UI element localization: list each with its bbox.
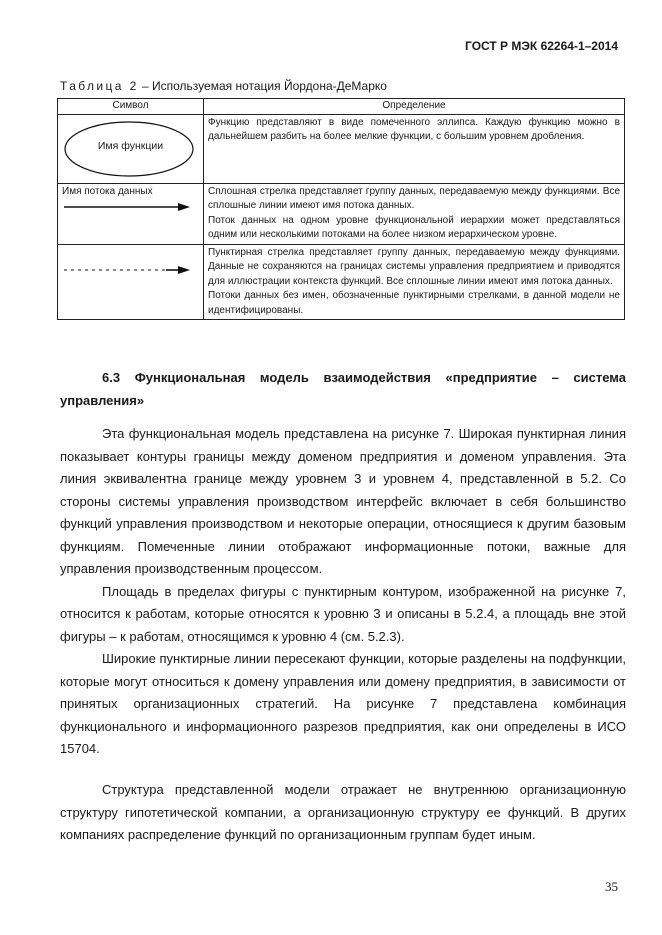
table-row (58, 244, 625, 320)
table-caption-title: – Используемая нотация Йордона-ДеМарко (142, 79, 387, 93)
table-row (58, 114, 625, 183)
column-header-symbol: Символ (58, 99, 204, 115)
paragraph-1: Эта функциональная модель представлена на рисунке 7. Широкая пунктирная линия показывает контуры границы между доменом предприятия и доменом управления. Эта линия эквивалентна границе между уровнем 3 и уровнем 4, представленной в 5.2. Со стороны системы управления производством интерфейс включает в себя большинство функций управления производством и некоторые операции, относящиеся к другим базовым функциям. Помеченные линии отображают информационные потоки, важные для управления производственным процессом. (60, 426, 626, 576)
definition-text: Сплошная стрелка представляет группу данных, передаваемую между функциями. Все сплошные линии имеют имя потока данных. (208, 185, 620, 211)
body-paragraph (60, 423, 626, 761)
page-number: 35 (605, 879, 618, 894)
table-caption-label: Таблица 2 (60, 79, 139, 93)
definition-text: Функцию представляют в виде помеченного эллипса. Каждую функцию можно в дальнейшем разбить на более мелкие функции, с большим уровнем дробления. (208, 116, 620, 142)
notation-table (57, 98, 625, 320)
section-heading (60, 367, 626, 412)
data-flow-label: Имя потока данных (62, 185, 153, 197)
paragraph-2: Площадь в пределах фигуры с пунктирным контуром, изображенной на рисунке 7, относится к работам, которые относятся к уровню 3 и описаны в 5.2.4, а площадь вне этой фигуры – к работам, относящимся к уровню 4 (см. 5.2.3). (60, 583, 626, 644)
table-caption (60, 79, 387, 93)
column-header-definition: Определение (204, 99, 625, 115)
solid-arrow-icon (62, 199, 198, 215)
table-header-row (58, 99, 625, 115)
definition-text: Поток данных на одном уровне функциональной иерархии может представляться одним или несколькими потоками на более низком иерархическом уровне. (208, 214, 620, 240)
definition-cell (204, 114, 625, 183)
ellipse-label: Имя функции (97, 139, 164, 152)
symbol-cell-ellipse (58, 114, 204, 183)
definition-text: Пунктирная стрелка представляет группу данных, передаваемую между функциями. Данные не сохраняются на границах системы управления предприятием и приводятся для иллюстрации контекста функций. Все сплошные линии имеют имя потока данных. (208, 246, 620, 287)
symbol-cell-dashed-arrow (58, 244, 204, 320)
table-row (58, 183, 625, 244)
definition-cell (204, 183, 625, 244)
symbol-cell-solid-arrow (58, 183, 204, 244)
definition-cell (204, 244, 625, 320)
section-title: Функциональная модель взаимодействия «предприятие – система управления» (60, 370, 626, 408)
standard-code: ГОСТ Р МЭК 62264-1–2014 (465, 39, 618, 53)
dashed-arrow-icon (62, 250, 198, 286)
section-number: 6.3 (102, 370, 121, 385)
paragraph-4: Структура представленной модели отражает не внутреннюю организационную структуру гипотетической компании, а организационную структуру ее функций. В других компаниях распределение функций по организационным группам будет иным. (60, 782, 626, 842)
paragraph-3: Широкие пунктирные линии пересекают функции, которые разделены на подфункции, которые могут относиться к домену управления или домену предприятия, в зависимости от принятых организационных стратегий. На рисунке 7 представлена комбинация функционального и информационного разрезов предприятия, как они определены в ИСО 15704. (60, 651, 626, 756)
body-paragraph (60, 779, 626, 847)
definition-text: Потоки данных без имен, обозначенные пунктирными стрелками, в данной модели не идентифицированы. (208, 290, 620, 316)
